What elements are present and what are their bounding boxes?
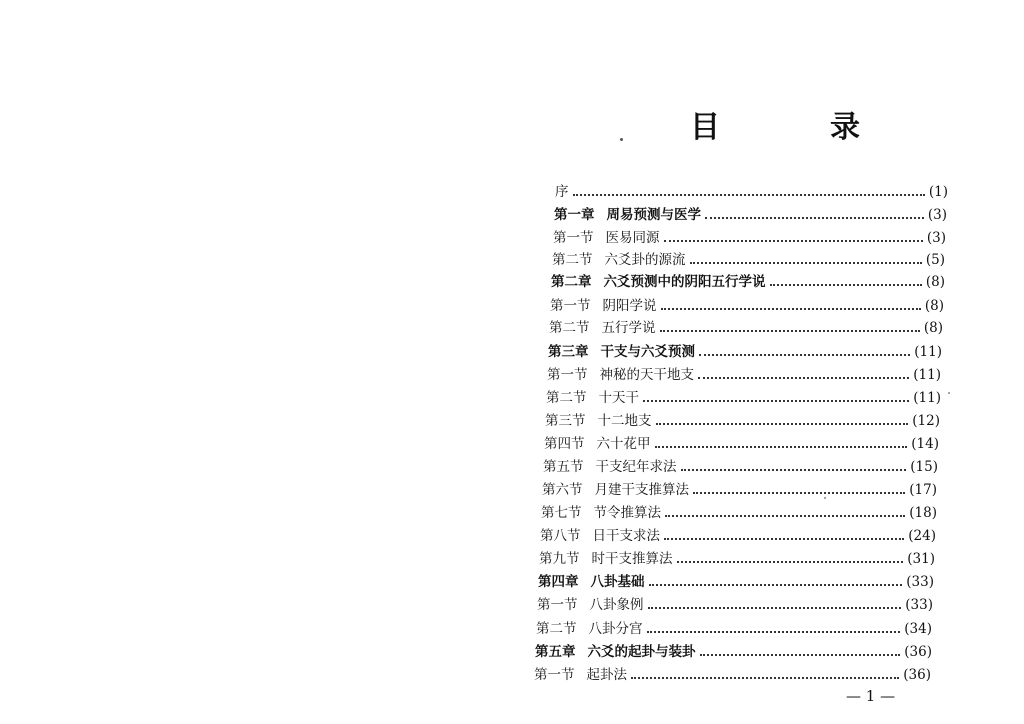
toc-page: (33) bbox=[906, 574, 934, 590]
toc-entry bbox=[549, 318, 943, 338]
toc-label: 第二节 bbox=[552, 252, 593, 268]
toc-title: 神秘的天干地支 bbox=[599, 367, 694, 383]
toc-page: (3) bbox=[926, 230, 946, 246]
toc-label: 第二节 bbox=[546, 390, 587, 406]
scan-mark bbox=[948, 392, 950, 394]
toc-entry bbox=[537, 595, 933, 615]
toc-page: (11) bbox=[913, 367, 941, 383]
toc-title: 干支与六爻预测 bbox=[600, 344, 695, 360]
toc-entry bbox=[547, 365, 941, 385]
toc-label: 第二章 bbox=[551, 274, 592, 290]
toc-title: 六爻的起卦与装卦 bbox=[587, 644, 696, 660]
toc-entry bbox=[553, 228, 946, 248]
toc-title: 五行学说 bbox=[601, 320, 656, 336]
toc-page: (11) bbox=[914, 344, 942, 360]
toc-entry bbox=[534, 665, 931, 685]
toc-title: 起卦法 bbox=[586, 667, 627, 683]
leader-dots bbox=[649, 584, 903, 586]
toc-label: 第九节 bbox=[539, 551, 580, 567]
toc-page: (8) bbox=[923, 320, 943, 336]
toc-title: 十二地支 bbox=[597, 413, 652, 429]
leader-dots bbox=[660, 330, 920, 332]
toc-page: (34) bbox=[904, 621, 932, 637]
toc-label: 第五章 bbox=[535, 644, 576, 660]
toc-page: (3) bbox=[927, 207, 947, 223]
toc-title: 周易预测与医学 bbox=[606, 207, 701, 223]
toc-label: 第二节 bbox=[549, 320, 590, 336]
toc-page: (18) bbox=[909, 505, 937, 521]
toc-label: 第二节 bbox=[536, 621, 577, 637]
leader-dots bbox=[665, 515, 905, 517]
toc-page: (5) bbox=[925, 252, 945, 268]
leader-dots bbox=[661, 308, 921, 310]
toc-entry bbox=[541, 503, 937, 523]
toc-page: (12) bbox=[912, 413, 940, 429]
toc-label: 第三章 bbox=[548, 344, 589, 360]
toc-entry bbox=[545, 411, 940, 431]
leader-dots bbox=[664, 240, 923, 242]
toc-title: 八卦分宫 bbox=[588, 621, 643, 637]
toc-page: (14) bbox=[911, 436, 939, 452]
toc-title: 六十花甲 bbox=[596, 436, 651, 452]
leader-dots bbox=[677, 561, 904, 563]
leader-dots bbox=[705, 217, 924, 219]
toc-entry bbox=[535, 642, 932, 662]
leader-dots bbox=[698, 377, 909, 379]
page-title: 目 录 bbox=[690, 110, 900, 145]
toc-entry bbox=[539, 549, 935, 569]
toc-page: (24) bbox=[908, 528, 936, 544]
toc-entry bbox=[550, 296, 944, 316]
toc-label: 第六节 bbox=[542, 482, 583, 498]
leader-dots bbox=[656, 423, 909, 425]
toc-page: (33) bbox=[905, 597, 933, 613]
toc-label: 第一章 bbox=[554, 207, 595, 223]
leader-dots bbox=[573, 194, 925, 196]
leader-dots bbox=[693, 492, 905, 494]
leader-dots bbox=[770, 284, 922, 286]
toc-label: 第五节 bbox=[543, 459, 584, 475]
toc-entry bbox=[538, 572, 934, 592]
toc-label: 第四章 bbox=[538, 574, 579, 590]
toc-label: 第七节 bbox=[541, 505, 582, 521]
toc-page: (36) bbox=[904, 644, 932, 660]
toc-entry bbox=[536, 619, 932, 639]
toc-title: 六爻卦的源流 bbox=[604, 252, 686, 268]
toc-entry bbox=[540, 526, 936, 546]
leader-dots bbox=[681, 469, 907, 471]
toc-title: 阴阳学说 bbox=[602, 298, 657, 314]
toc-page: (1) bbox=[928, 184, 948, 200]
toc-title: 八卦基础 bbox=[590, 574, 645, 590]
toc-label: 第一节 bbox=[537, 597, 578, 613]
toc-entry bbox=[548, 342, 942, 362]
leader-dots bbox=[664, 538, 904, 540]
toc-title: 六爻预测中的阴阳五行学说 bbox=[603, 274, 766, 290]
leader-dots bbox=[643, 400, 909, 402]
toc-title: 节令推算法 bbox=[593, 505, 661, 521]
toc-title: 干支纪年求法 bbox=[595, 459, 677, 475]
toc-entry bbox=[542, 480, 937, 500]
toc-label: 第四节 bbox=[544, 436, 585, 452]
page-number: — 1 — bbox=[846, 687, 896, 705]
toc-label: 第三节 bbox=[545, 413, 586, 429]
toc-title: 医易同源 bbox=[605, 230, 660, 246]
toc-page: (8) bbox=[924, 298, 944, 314]
toc-entry bbox=[554, 205, 947, 225]
toc-page: (8) bbox=[925, 274, 945, 290]
toc-label: 序 bbox=[555, 184, 569, 200]
toc-entry bbox=[552, 250, 945, 270]
toc-label: 第一节 bbox=[550, 298, 591, 314]
leader-dots bbox=[648, 607, 902, 609]
toc-page: (17) bbox=[909, 482, 937, 498]
toc-title: 八卦象例 bbox=[589, 597, 644, 613]
leader-dots bbox=[655, 446, 908, 448]
leader-dots bbox=[647, 631, 901, 633]
toc-label: 第一节 bbox=[553, 230, 594, 246]
toc-page: (15) bbox=[910, 459, 938, 475]
toc-title: 十天干 bbox=[598, 390, 639, 406]
toc-page: (11) bbox=[913, 390, 941, 406]
toc-title: 日干支求法 bbox=[592, 528, 660, 544]
toc-page: (36) bbox=[903, 667, 931, 683]
toc-entry bbox=[546, 388, 941, 408]
scan-mark bbox=[824, 497, 826, 499]
leader-dots bbox=[690, 262, 922, 264]
leader-dots bbox=[700, 654, 901, 656]
toc-label: 第一节 bbox=[534, 667, 575, 683]
toc-label: 第八节 bbox=[540, 528, 581, 544]
toc-title: 时干支推算法 bbox=[591, 551, 673, 567]
leader-dots bbox=[699, 354, 910, 356]
leader-dots bbox=[631, 677, 899, 679]
toc-entry bbox=[551, 272, 945, 292]
toc-entry bbox=[544, 434, 939, 454]
toc-entry bbox=[543, 457, 938, 477]
toc-page: (31) bbox=[907, 551, 935, 567]
toc-title: 月建干支推算法 bbox=[594, 482, 689, 498]
toc-label: 第一节 bbox=[547, 367, 588, 383]
toc-entry bbox=[555, 182, 948, 202]
